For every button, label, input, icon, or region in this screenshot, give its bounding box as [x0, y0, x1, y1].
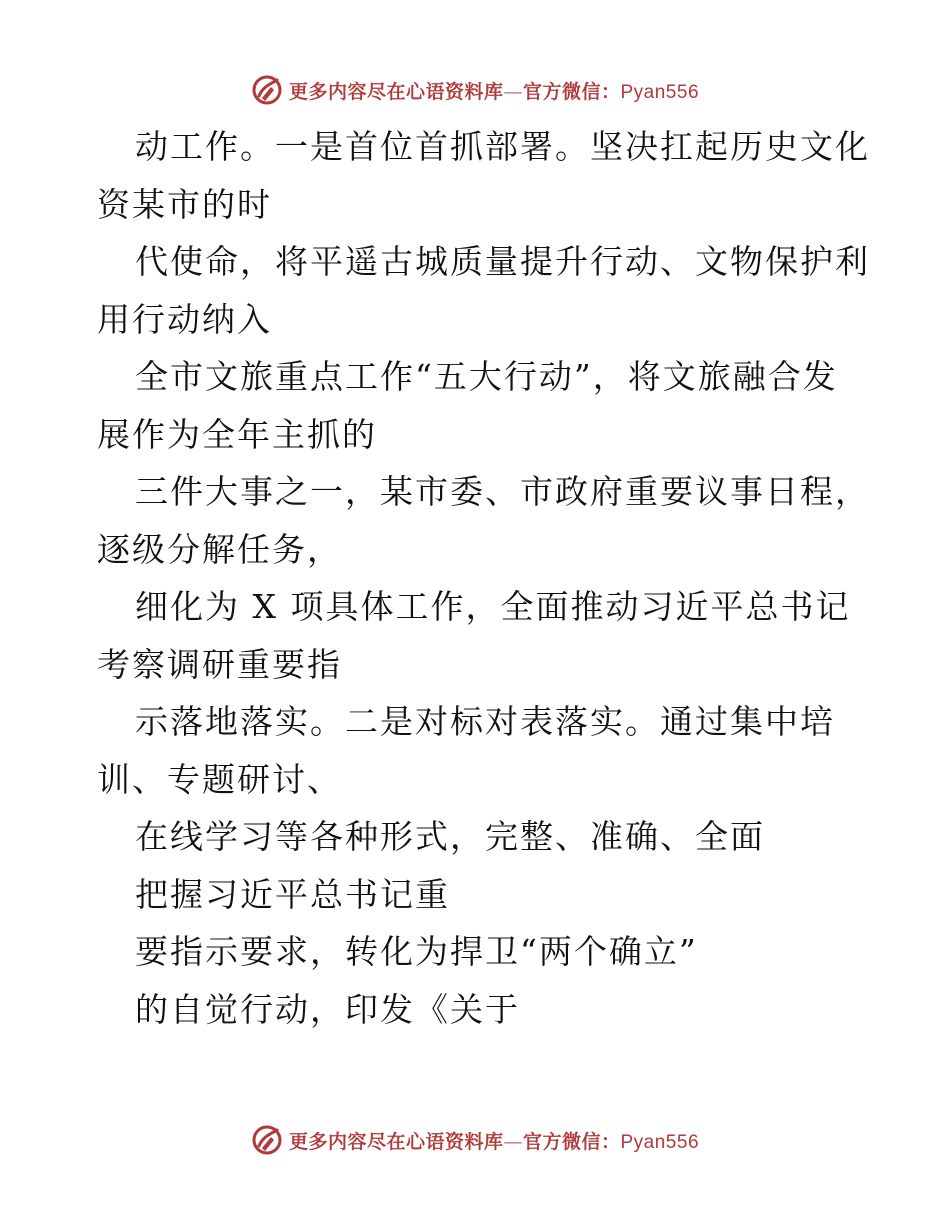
footer-banner-title: 更多内容尽在心语资料库	[288, 1130, 504, 1153]
text-line: 全市文旅重点工作“五大行动”，将文旅融合发	[135, 357, 838, 396]
text-line: 在线学习等各种形式，完整、准确、全面	[135, 817, 765, 856]
text-line: 动工作。一是首位首抓部署。坚决扛起历史文化	[135, 127, 870, 166]
text-line: 代使命，将平遥古城质量提升行动、文物保护利	[135, 242, 870, 281]
footer-banner-text	[289, 1127, 699, 1154]
text-line: 用行动纳入	[97, 299, 272, 339]
text-line: 细化为 X 项具体工作，全面推动习近平总书记	[135, 587, 851, 626]
footer-banner	[0, 1120, 950, 1160]
footer-banner-dash: —	[503, 1130, 523, 1153]
header-banner-title: 更多内容尽在心语资料库	[288, 80, 504, 103]
header-banner-text	[289, 77, 699, 104]
text-line: 三件大事之一，某市委、市政府重要议事日程，	[135, 472, 870, 511]
text-line: 训、专题研讨、	[97, 759, 342, 799]
text-line: 示落地落实。二是对标对表落实。通过集中培	[135, 702, 835, 741]
header-wechat-label: 官方微信：	[522, 80, 621, 103]
pen-swirl-logo-icon	[251, 1124, 283, 1156]
text-line: 考察调研重要指	[97, 644, 342, 684]
text-line: 把握习近平总书记重	[135, 874, 450, 914]
header-banner	[0, 70, 950, 110]
text-line: 展作为全年主抓的	[97, 414, 377, 454]
text-line: 的自觉行动，印发《关于	[135, 989, 520, 1029]
text-line: 资某市的时	[97, 184, 272, 224]
document-body	[97, 118, 870, 1038]
text-line: 要指示要求，转化为捍卫“两个确立”	[135, 932, 698, 971]
pen-swirl-logo-icon	[251, 74, 283, 106]
footer-wechat-label: 官方微信：	[522, 1130, 621, 1153]
text-line: 逐级分解任务，	[97, 529, 342, 569]
footer-wechat-id: Pyan556	[620, 1131, 700, 1153]
header-wechat-id: Pyan556	[620, 81, 700, 103]
header-banner-dash: —	[503, 80, 523, 103]
